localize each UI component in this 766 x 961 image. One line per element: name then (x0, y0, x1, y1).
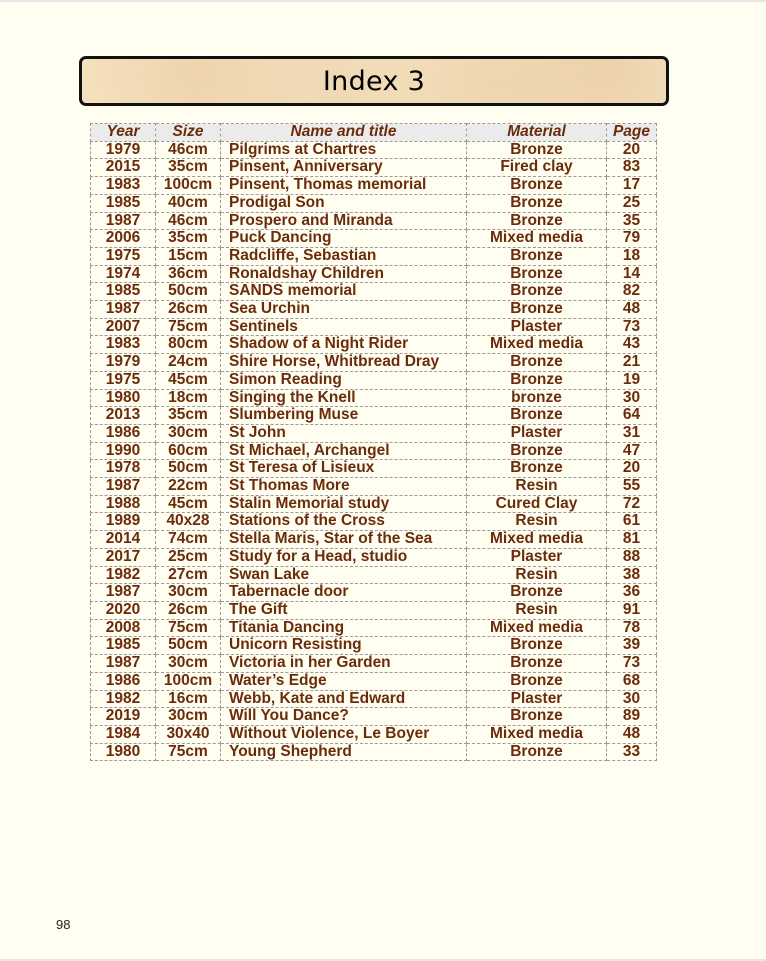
cell-size: 24cm (156, 354, 221, 372)
cell-material: Mixed media (467, 619, 607, 637)
cell-size: 30cm (156, 708, 221, 726)
cell-material: Bronze (467, 212, 607, 230)
cell-year: 1987 (91, 212, 156, 230)
table-row (91, 212, 657, 230)
cell-page: 79 (607, 230, 657, 248)
table-row (91, 690, 657, 708)
cell-year: 1985 (91, 637, 156, 655)
cell-year: 1975 (91, 247, 156, 265)
cell-name: St John (221, 424, 467, 442)
cell-year: 1987 (91, 301, 156, 319)
table-row (91, 672, 657, 690)
cell-page: 47 (607, 442, 657, 460)
table-row (91, 743, 657, 761)
cell-name: St Michael, Archangel (221, 442, 467, 460)
table-row (91, 354, 657, 372)
table-row (91, 265, 657, 283)
cell-material: Bronze (467, 708, 607, 726)
cell-size: 75cm (156, 743, 221, 761)
table-row (91, 531, 657, 549)
cell-year: 1990 (91, 442, 156, 460)
table-row (91, 194, 657, 212)
cell-material: bronze (467, 389, 607, 407)
cell-material: Resin (467, 566, 607, 584)
index-table (90, 123, 657, 761)
cell-year: 1987 (91, 478, 156, 496)
cell-size: 30x40 (156, 725, 221, 743)
cell-material: Bronze (467, 247, 607, 265)
cell-material: Bronze (467, 442, 607, 460)
cell-year: 1985 (91, 283, 156, 301)
cell-page: 19 (607, 371, 657, 389)
cell-material: Plaster (467, 318, 607, 336)
cell-page: 18 (607, 247, 657, 265)
cell-material: Bronze (467, 301, 607, 319)
cell-page: 83 (607, 159, 657, 177)
cell-name: Sentinels (221, 318, 467, 336)
page-number: 98 (56, 917, 71, 932)
cell-size: 15cm (156, 247, 221, 265)
cell-size: 18cm (156, 389, 221, 407)
cell-page: 91 (607, 601, 657, 619)
cell-page: 73 (607, 655, 657, 673)
cell-material: Bronze (467, 354, 607, 372)
cell-name: St Teresa of Lisieux (221, 460, 467, 478)
cell-name: Prospero and Miranda (221, 212, 467, 230)
cell-year: 2007 (91, 318, 156, 336)
cell-page: 61 (607, 513, 657, 531)
cell-size: 50cm (156, 460, 221, 478)
cell-page: 30 (607, 690, 657, 708)
cell-name: Pinsent, Anniversary (221, 159, 467, 177)
cell-year: 2019 (91, 708, 156, 726)
cell-size: 27cm (156, 566, 221, 584)
cell-material: Bronze (467, 407, 607, 425)
table-row (91, 601, 657, 619)
cell-year: 1983 (91, 336, 156, 354)
cell-page: 68 (607, 672, 657, 690)
cell-page: 78 (607, 619, 657, 637)
cell-page: 81 (607, 531, 657, 549)
cell-material: Plaster (467, 690, 607, 708)
cell-year: 2015 (91, 159, 156, 177)
cell-size: 35cm (156, 159, 221, 177)
cell-year: 2020 (91, 601, 156, 619)
table-row (91, 478, 657, 496)
cell-material: Bronze (467, 283, 607, 301)
cell-year: 1987 (91, 584, 156, 602)
table-row (91, 584, 657, 602)
cell-size: 30cm (156, 584, 221, 602)
cell-page: 55 (607, 478, 657, 496)
cell-name: Pilgrims at Chartres (221, 141, 467, 159)
cell-name: Pinsent, Thomas memorial (221, 177, 467, 195)
table-row (91, 708, 657, 726)
cell-material: Fired clay (467, 159, 607, 177)
table-row (91, 301, 657, 319)
cell-page: 72 (607, 495, 657, 513)
cell-material: Bronze (467, 637, 607, 655)
cell-year: 1982 (91, 690, 156, 708)
cell-page: 82 (607, 283, 657, 301)
table-row (91, 655, 657, 673)
cell-year: 1988 (91, 495, 156, 513)
cell-size: 40cm (156, 194, 221, 212)
cell-name: SANDS memorial (221, 283, 467, 301)
cell-page: 36 (607, 584, 657, 602)
table-row (91, 371, 657, 389)
cell-year: 2017 (91, 548, 156, 566)
cell-name: Stations of the Cross (221, 513, 467, 531)
cell-material: Resin (467, 601, 607, 619)
cell-page: 38 (607, 566, 657, 584)
cell-year: 2008 (91, 619, 156, 637)
cell-year: 1978 (91, 460, 156, 478)
cell-page: 17 (607, 177, 657, 195)
table-row (91, 619, 657, 637)
cell-name: Titania Dancing (221, 619, 467, 637)
cell-year: 2014 (91, 531, 156, 549)
table-row (91, 159, 657, 177)
cell-name: Sea Urchin (221, 301, 467, 319)
cell-size: 45cm (156, 371, 221, 389)
cell-material: Resin (467, 478, 607, 496)
cell-year: 2013 (91, 407, 156, 425)
cell-name: Simon Reading (221, 371, 467, 389)
header-year: Year (91, 124, 156, 142)
cell-page: 21 (607, 354, 657, 372)
table-body (91, 141, 657, 761)
cell-size: 75cm (156, 619, 221, 637)
cell-name: Water’s Edge (221, 672, 467, 690)
cell-year: 1986 (91, 672, 156, 690)
cell-size: 36cm (156, 265, 221, 283)
cell-size: 74cm (156, 531, 221, 549)
page-title: Index 3 (322, 65, 426, 97)
cell-year: 1979 (91, 354, 156, 372)
cell-material: Plaster (467, 424, 607, 442)
cell-year: 1987 (91, 655, 156, 673)
cell-name: Stella Maris, Star of the Sea (221, 531, 467, 549)
cell-page: 25 (607, 194, 657, 212)
table-row (91, 177, 657, 195)
cell-size: 40x28 (156, 513, 221, 531)
cell-name: Shire Horse, Whitbread Dray (221, 354, 467, 372)
cell-year: 1974 (91, 265, 156, 283)
table-row (91, 495, 657, 513)
table-row (91, 725, 657, 743)
cell-size: 45cm (156, 495, 221, 513)
cell-page: 20 (607, 460, 657, 478)
cell-size: 35cm (156, 230, 221, 248)
cell-material: Resin (467, 513, 607, 531)
table-row (91, 566, 657, 584)
cell-year: 2006 (91, 230, 156, 248)
header-name: Name and title (221, 124, 467, 142)
header-page: Page (607, 124, 657, 142)
cell-name: Will You Dance? (221, 708, 467, 726)
cell-size: 25cm (156, 548, 221, 566)
cell-size: 50cm (156, 283, 221, 301)
cell-page: 48 (607, 301, 657, 319)
cell-page: 64 (607, 407, 657, 425)
cell-size: 75cm (156, 318, 221, 336)
cell-year: 1980 (91, 389, 156, 407)
cell-page: 35 (607, 212, 657, 230)
cell-name: Swan Lake (221, 566, 467, 584)
cell-size: 30cm (156, 655, 221, 673)
cell-name: Young Shepherd (221, 743, 467, 761)
table-row (91, 318, 657, 336)
cell-year: 1985 (91, 194, 156, 212)
table-row (91, 442, 657, 460)
cell-size: 80cm (156, 336, 221, 354)
cell-name: Stalin Memorial study (221, 495, 467, 513)
cell-size: 30cm (156, 424, 221, 442)
cell-material: Mixed media (467, 336, 607, 354)
cell-name: Radcliffe, Sebastian (221, 247, 467, 265)
cell-size: 26cm (156, 601, 221, 619)
cell-material: Bronze (467, 141, 607, 159)
cell-name: Shadow of a Night Rider (221, 336, 467, 354)
table-row (91, 460, 657, 478)
cell-material: Bronze (467, 743, 607, 761)
table-row (91, 230, 657, 248)
table-row (91, 424, 657, 442)
cell-page: 39 (607, 637, 657, 655)
cell-material: Bronze (467, 672, 607, 690)
cell-page: 33 (607, 743, 657, 761)
cell-name: Puck Dancing (221, 230, 467, 248)
cell-year: 1980 (91, 743, 156, 761)
table-row (91, 513, 657, 531)
cell-year: 1975 (91, 371, 156, 389)
table-row (91, 548, 657, 566)
cell-size: 46cm (156, 212, 221, 230)
cell-material: Cured Clay (467, 495, 607, 513)
cell-name: Unicorn Resisting (221, 637, 467, 655)
table-row (91, 637, 657, 655)
cell-page: 43 (607, 336, 657, 354)
cell-material: Bronze (467, 371, 607, 389)
cell-year: 1989 (91, 513, 156, 531)
cell-name: Slumbering Muse (221, 407, 467, 425)
table-row (91, 336, 657, 354)
cell-size: 100cm (156, 672, 221, 690)
cell-size: 60cm (156, 442, 221, 460)
table-header-row (91, 124, 657, 142)
cell-size: 22cm (156, 478, 221, 496)
title-banner (79, 56, 669, 106)
cell-material: Bronze (467, 177, 607, 195)
cell-page: 89 (607, 708, 657, 726)
header-material: Material (467, 124, 607, 142)
cell-page: 48 (607, 725, 657, 743)
cell-year: 1983 (91, 177, 156, 195)
cell-page: 14 (607, 265, 657, 283)
table-row (91, 389, 657, 407)
cell-name: St Thomas More (221, 478, 467, 496)
cell-page: 73 (607, 318, 657, 336)
table-row (91, 407, 657, 425)
cell-material: Mixed media (467, 531, 607, 549)
header-size: Size (156, 124, 221, 142)
table-row (91, 283, 657, 301)
cell-year: 1984 (91, 725, 156, 743)
cell-material: Bronze (467, 265, 607, 283)
cell-material: Mixed media (467, 230, 607, 248)
cell-size: 50cm (156, 637, 221, 655)
cell-name: Victoria in her Garden (221, 655, 467, 673)
cell-size: 26cm (156, 301, 221, 319)
cell-page: 30 (607, 389, 657, 407)
cell-material: Bronze (467, 584, 607, 602)
table-row (91, 141, 657, 159)
cell-name: Singing the Knell (221, 389, 467, 407)
cell-size: 35cm (156, 407, 221, 425)
cell-year: 1979 (91, 141, 156, 159)
cell-name: Prodigal Son (221, 194, 467, 212)
cell-name: Tabernacle door (221, 584, 467, 602)
cell-material: Mixed media (467, 725, 607, 743)
cell-size: 46cm (156, 141, 221, 159)
cell-size: 16cm (156, 690, 221, 708)
cell-name: Without Violence, Le Boyer (221, 725, 467, 743)
cell-name: Ronaldshay Children (221, 265, 467, 283)
cell-material: Bronze (467, 194, 607, 212)
table-row (91, 247, 657, 265)
cell-year: 1986 (91, 424, 156, 442)
cell-page: 88 (607, 548, 657, 566)
cell-material: Bronze (467, 655, 607, 673)
cell-material: Bronze (467, 460, 607, 478)
cell-name: The Gift (221, 601, 467, 619)
cell-page: 20 (607, 141, 657, 159)
cell-page: 31 (607, 424, 657, 442)
cell-material: Plaster (467, 548, 607, 566)
cell-year: 1982 (91, 566, 156, 584)
cell-size: 100cm (156, 177, 221, 195)
cell-name: Study for a Head, studio (221, 548, 467, 566)
cell-name: Webb, Kate and Edward (221, 690, 467, 708)
